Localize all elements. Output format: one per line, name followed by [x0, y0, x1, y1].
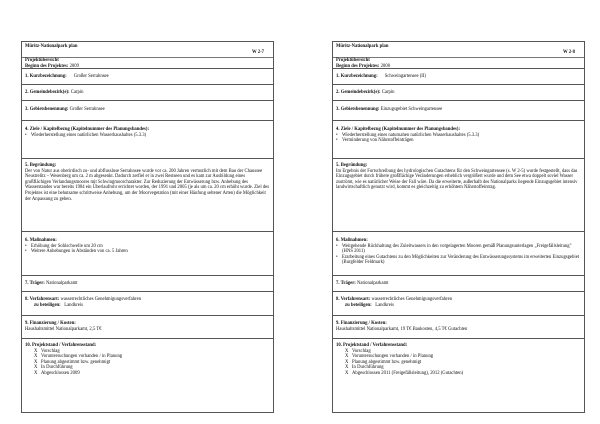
list-item: • Erarbeitung eines Gutachtens zu den Möglichkeiten zur Veränderung des Entwässerungssystems im erweiterten Einzugsgebiet (Burgfelder Feldmark) [336, 255, 581, 266]
sheet-header [22, 42, 273, 69]
section-8: 8. Verfahrensart: wasserrechtliches Genehmigungsverfahren zu beteiligen: Landkreis [333, 292, 584, 316]
list-item: • Weitgehende Rückhaltung des Zuleitwassers in den vorgelagerten Mooren gemäß Planungsunterlagen „Freigefällsleitung" (HNS 2011) [336, 244, 581, 255]
section-5-text: Der von Natur aus oberirdisch zu- und abflusslose Serrahnsee wurde vor ca. 200 Jahren vermutlich mit dem Bau der Chaussee Neustrelitz – Wesenberg um ca. 2 m abgesenkt. Dadurch zerfiel er in zwei Restseen und es kam zur Ausbildung eines großflächigen Verlandungsmoores mit Schwingmoorcharakter. Zur Reduzierung der Entwässerung bzw. Anhebung des Wasserstandes war bereits 1984 ein Überlaufrohr errichtet worden, der 1991 und 2005 (je als um ca. 20 cm erhöht wurde. Ziel des Projektes ist eine behutsame schrittweise Anhebung, um der Moorvegetation (mit einer Häufung seltener Arten) die Möglichkeit der Anpassung zu geben. [25, 168, 270, 202]
status-item: X In Durchführung [345, 365, 384, 371]
status-item: X Abgeschlossen 2009 [34, 370, 80, 376]
list-item: • Wiederherstellung eines natürlichen Wasserhaushaltes (5.3.3) [25, 133, 270, 139]
section-5-text: Im Ergebnis der Fortschreibung des hydrologischen Gutachtens für den Schweingartensee (s. W 2-5) wurde festgestellt, dass das Einzugsgebiet durch frühere großflächige Veränderungen erheblich vergrößert wurde und dem See etwa doppelt soviel Wasser zuströmt, wie es natürlicher Weise der Fall wäre. Da die erweiterte, außerhalb des Nationalparks liegende Einzugsgebiet intensiv landwirtschaftlich genutzt wird, kommt es gleichzeitig zu erhöhtem Nährstoffeintrag. [336, 168, 578, 191]
status-item: X Planung abgestimmt bzw. genehmigt [34, 359, 111, 365]
section-2: 2. Gemeindebezirk(e): Carpin [22, 85, 273, 101]
list-item: • Erhöhung der Sohlschwelle um 20 cm [25, 244, 270, 250]
sheet-header [333, 42, 584, 69]
sheet-subtitle: Projektübersicht [22, 57, 273, 64]
list-item: • Weitere Anhebungen in Abständen von ca. 5 Jahren [25, 249, 270, 255]
sheet-code: W 2-8 [562, 50, 575, 55]
list-item: • Wiederherstellung eines naturnahen natürlichen Wasserhaushaltes (5.3.3) [336, 133, 581, 139]
sheet-subtitle: Projektübersicht [333, 57, 584, 64]
sheet-code: W 2-7 [251, 50, 264, 55]
section-6: 6. Maßnahmen: • Erhöhung der Sohlschwelle um 20 cm • Weitere Anhebungen in Abständen von ca. 5 Jahren [22, 232, 273, 276]
status-item: X Voruntersuchungen vorhanden / in Planung [345, 354, 434, 360]
status-item: X Planung abgestimmt bzw. genehmigt [345, 359, 422, 365]
section-3: 3. Gebietsbenennung: Einzugsgebiet Schweingartensee [333, 101, 584, 121]
status-item: X Voruntersuchungen vorhanden / in Planung [34, 354, 123, 360]
section-9: 9. Finanzierung / Kosten: Haushaltsmittel Nationalparkamt, 19 T€ Baukosten, 4,5 T€ Gutachten [333, 316, 584, 339]
sheet-title: Müritz-Nationalpark plan [25, 44, 78, 49]
section-10: 10. Projektstand / Verfahrensstand: X Vorschlag X Voruntersuchungen vorhanden / in Planung X Planung abgestimmt bzw. genehmigt X In Durchführung X Abgeschlossen 2011 (Freigefällsleitung), 2012 (Gutachten) [333, 339, 584, 379]
status-item: X Vorschlag [345, 348, 371, 354]
status-item: X Abgeschlossen 2011 (Freigefällsleitung), 2012 (Gutachten) [345, 370, 464, 376]
status-item: X Vorschlag [34, 348, 60, 354]
status-item: X In Durchführung [34, 365, 73, 371]
section-2: 2. Gemeindebezirk(e): Carpin [333, 85, 584, 101]
section-6: 6. Maßnahmen: • Weitgehende Rückhaltung des Zuleitwassers in den vorgelagerten Mooren gemäß Planungsunterlagen „Freigefällsleitung" (HNS 2011) • Erarbeitung eines Gutachtens zu den Möglichkeiten zur Veränderung des Entwässerungssystems im erweiterten Einzugsgebiet (Burgfelder Feldmark) [333, 232, 584, 276]
section-3: 3. Gebietsbenennung: Großer Serrahnsee [22, 101, 273, 121]
section-1: 1. Kurzbezeichnung: Großer Serrahnsee [22, 69, 273, 85]
project-sheet-w2-8 [332, 41, 585, 413]
section-7: 7. Träger: Nationalparkamt [333, 276, 584, 292]
section-8: 8. Verfahrensart: wasserrechtliches Genehmigungsverfahren zu beteiligen: Landkreis [22, 292, 273, 316]
section-1: 1. Kurzbezeichnung: Schweingartensee (II) [333, 69, 584, 85]
section-4: 4. Ziele / Kapitelbezug (Kapitelnummer des Planungsbandes): • Wiederherstellung eines natürlichen Wasserhaushaltes (5.3.3) [22, 121, 273, 159]
section-5: 5. Begründung: Im Ergebnis der Fortschreibung des hydrologischen Gutachtens für den Schweingartensee (s. W 2-5) wurde festgestellt, dass das Einzugsgebiet durch frühere großflächige Veränderungen erheblich vergrößert wurde und dem See etwa doppelt soviel Wasser zuströmt, wie es natürlicher Weise der Fall wäre. Da die erweiterte, außerhalb des Nationalparks liegende Einzugsgebiet intensiv landwirtschaftlich genutzt wird, kommt es gleichzeitig zu erhöhtem Nährstoffeintrag. [333, 159, 584, 232]
section-10: 10. Projektstand / Verfahrensstand: X Vorschlag X Voruntersuchungen vorhanden / in Planung X Planung abgestimmt bzw. genehmigt X In Durchführung X Abgeschlossen 2009 [22, 339, 273, 379]
project-begin: Beginn des Projektes: 2009 [25, 64, 79, 69]
sheet-title: Müritz-Nationalpark plan [336, 44, 389, 49]
project-sheet-w2-7 [21, 41, 274, 413]
section-5: 5. Begründung: Der von Natur aus oberirdisch zu- und abflusslose Serrahnsee wurde vor ca. 200 Jahren vermutlich mit dem Bau der Chaussee Neustrelitz – Wesenberg um ca. 2 m abgesenkt. Dadurch zerfiel er in zwei Restseen und es kam zur Ausbildung eines großflächigen Verlandungsmoores mit Schwingmoorcharakter. Zur Reduzierung der Entwässerung bzw. Anhebung des Wasserstandes war bereits 1984 ein Überlaufrohr errichtet worden, der 1991 und 2005 (je als um ca. 20 cm erhöht wurde. Ziel des Projektes ist eine behutsame schrittweise Anhebung, um der Moorvegetation (mit einer Häufung seltener Arten) die Möglichkeit der Anpassung zu geben. [22, 159, 273, 232]
project-begin: Beginn des Projektes: 2008 [336, 64, 390, 69]
section-4: 4. Ziele / Kapitelbezug (Kapitelnummer des Planungsbandes): • Wiederherstellung eines naturnahen natürlichen Wasserhaushaltes (5.3.3) • Verminderung von Nährstoffeinträgen [333, 121, 584, 159]
section-7: 7. Träger: Nationalparkamt [22, 276, 273, 292]
section-9: 9. Finanzierung / Kosten: Haushaltsmittel Nationalparkamt, 2,5 T€ [22, 316, 273, 339]
list-item: • Verminderung von Nährstoffeinträgen [336, 138, 581, 144]
